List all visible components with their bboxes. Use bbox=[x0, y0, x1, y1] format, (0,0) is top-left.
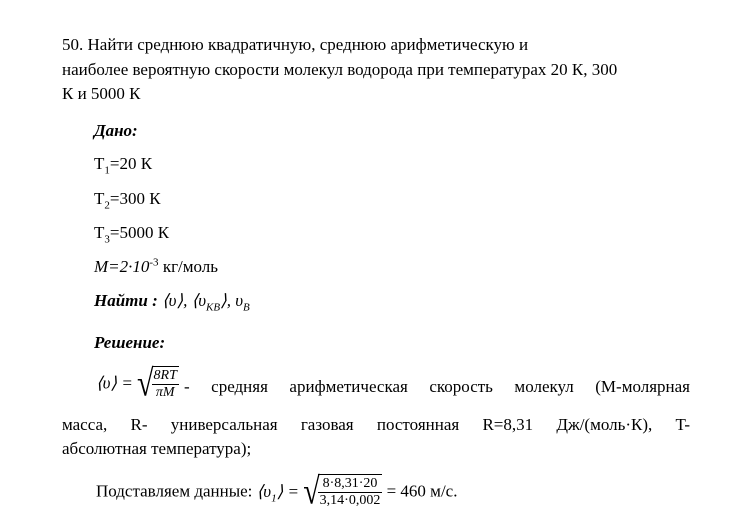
description-line-1: - средняя арифметическая скорость молекул (М-молярная bbox=[184, 377, 690, 396]
substitute-result: = 460 м/с. bbox=[386, 481, 458, 501]
given-molar-mass bbox=[94, 257, 218, 277]
find-v-avg: ⟨υ⟩, bbox=[162, 291, 188, 310]
problem-line-2: наиболее вероятную скорости молекул водорода при температурах 20 К, 300 bbox=[62, 60, 618, 79]
substitute-label: Подставляем данные: bbox=[96, 481, 253, 501]
formula-fraction bbox=[152, 368, 179, 401]
v-b-symbol: υ bbox=[235, 291, 244, 310]
molar-mass-unit: кг/моль bbox=[158, 257, 219, 276]
t2-value: =300 К bbox=[109, 189, 161, 208]
formula-denominator: πM bbox=[155, 385, 175, 400]
t3-value: =5000 К bbox=[109, 223, 170, 242]
t1-symbol: T bbox=[94, 154, 105, 173]
given-t1 bbox=[94, 154, 153, 177]
substitute-numerator: 8·8,31·20 bbox=[318, 476, 383, 493]
t3-subscript: 3 bbox=[104, 233, 110, 246]
t1-subscript: 1 bbox=[104, 164, 110, 177]
sub-lhs-open: ⟨υ bbox=[256, 481, 272, 501]
given-heading: Дано: bbox=[94, 121, 138, 140]
v-kv-subscript: КВ bbox=[206, 301, 221, 314]
sub-lhs-subscript: 1 bbox=[271, 491, 277, 504]
v-kv-close: ⟩, bbox=[220, 291, 231, 310]
formula-numerator: 8RT bbox=[153, 368, 177, 383]
t2-symbol: T bbox=[94, 189, 105, 208]
v-b-subscript: В bbox=[243, 301, 250, 314]
t3-symbol: T bbox=[94, 223, 105, 242]
formula-lhs: ⟨υ⟩ = bbox=[96, 373, 133, 393]
description-line-2: масса, R- универсальная газовая постоянная R=8,31 Дж/(моль·К), T- bbox=[62, 415, 690, 434]
problem-line-1: 50. Найти среднюю квадратичную, среднюю арифметическую и bbox=[62, 35, 529, 54]
radical-sign: √ bbox=[137, 362, 154, 404]
substitute-radical-sign: √ bbox=[303, 470, 320, 512]
t1-value: =20 К bbox=[109, 154, 153, 173]
t2-subscript: 2 bbox=[104, 199, 110, 212]
substitute-fraction bbox=[318, 476, 383, 509]
description-line-3: абсолютная температура); bbox=[62, 439, 252, 458]
substitute-sqrt bbox=[303, 470, 382, 512]
formula-sqrt bbox=[137, 362, 179, 404]
find-heading: Найти : bbox=[94, 291, 158, 310]
substitute-denominator: 3,14·0,002 bbox=[319, 493, 381, 508]
find-line bbox=[94, 291, 250, 314]
given-t2 bbox=[94, 189, 161, 212]
molar-mass-exponent: -3 bbox=[149, 256, 159, 269]
sub-lhs-close: ⟩ = bbox=[276, 481, 299, 501]
given-t3 bbox=[94, 223, 170, 246]
problem-line-3: К и 5000 К bbox=[62, 84, 141, 103]
solution-heading: Решение: bbox=[94, 333, 166, 352]
find-v-kv bbox=[191, 291, 231, 314]
molar-mass-lhs: M=2·10 bbox=[94, 257, 150, 276]
substitute-lhs bbox=[256, 481, 299, 504]
substitute-line bbox=[96, 470, 458, 514]
v-kv-open: ⟨υ bbox=[191, 291, 207, 310]
find-v-b bbox=[235, 291, 250, 314]
